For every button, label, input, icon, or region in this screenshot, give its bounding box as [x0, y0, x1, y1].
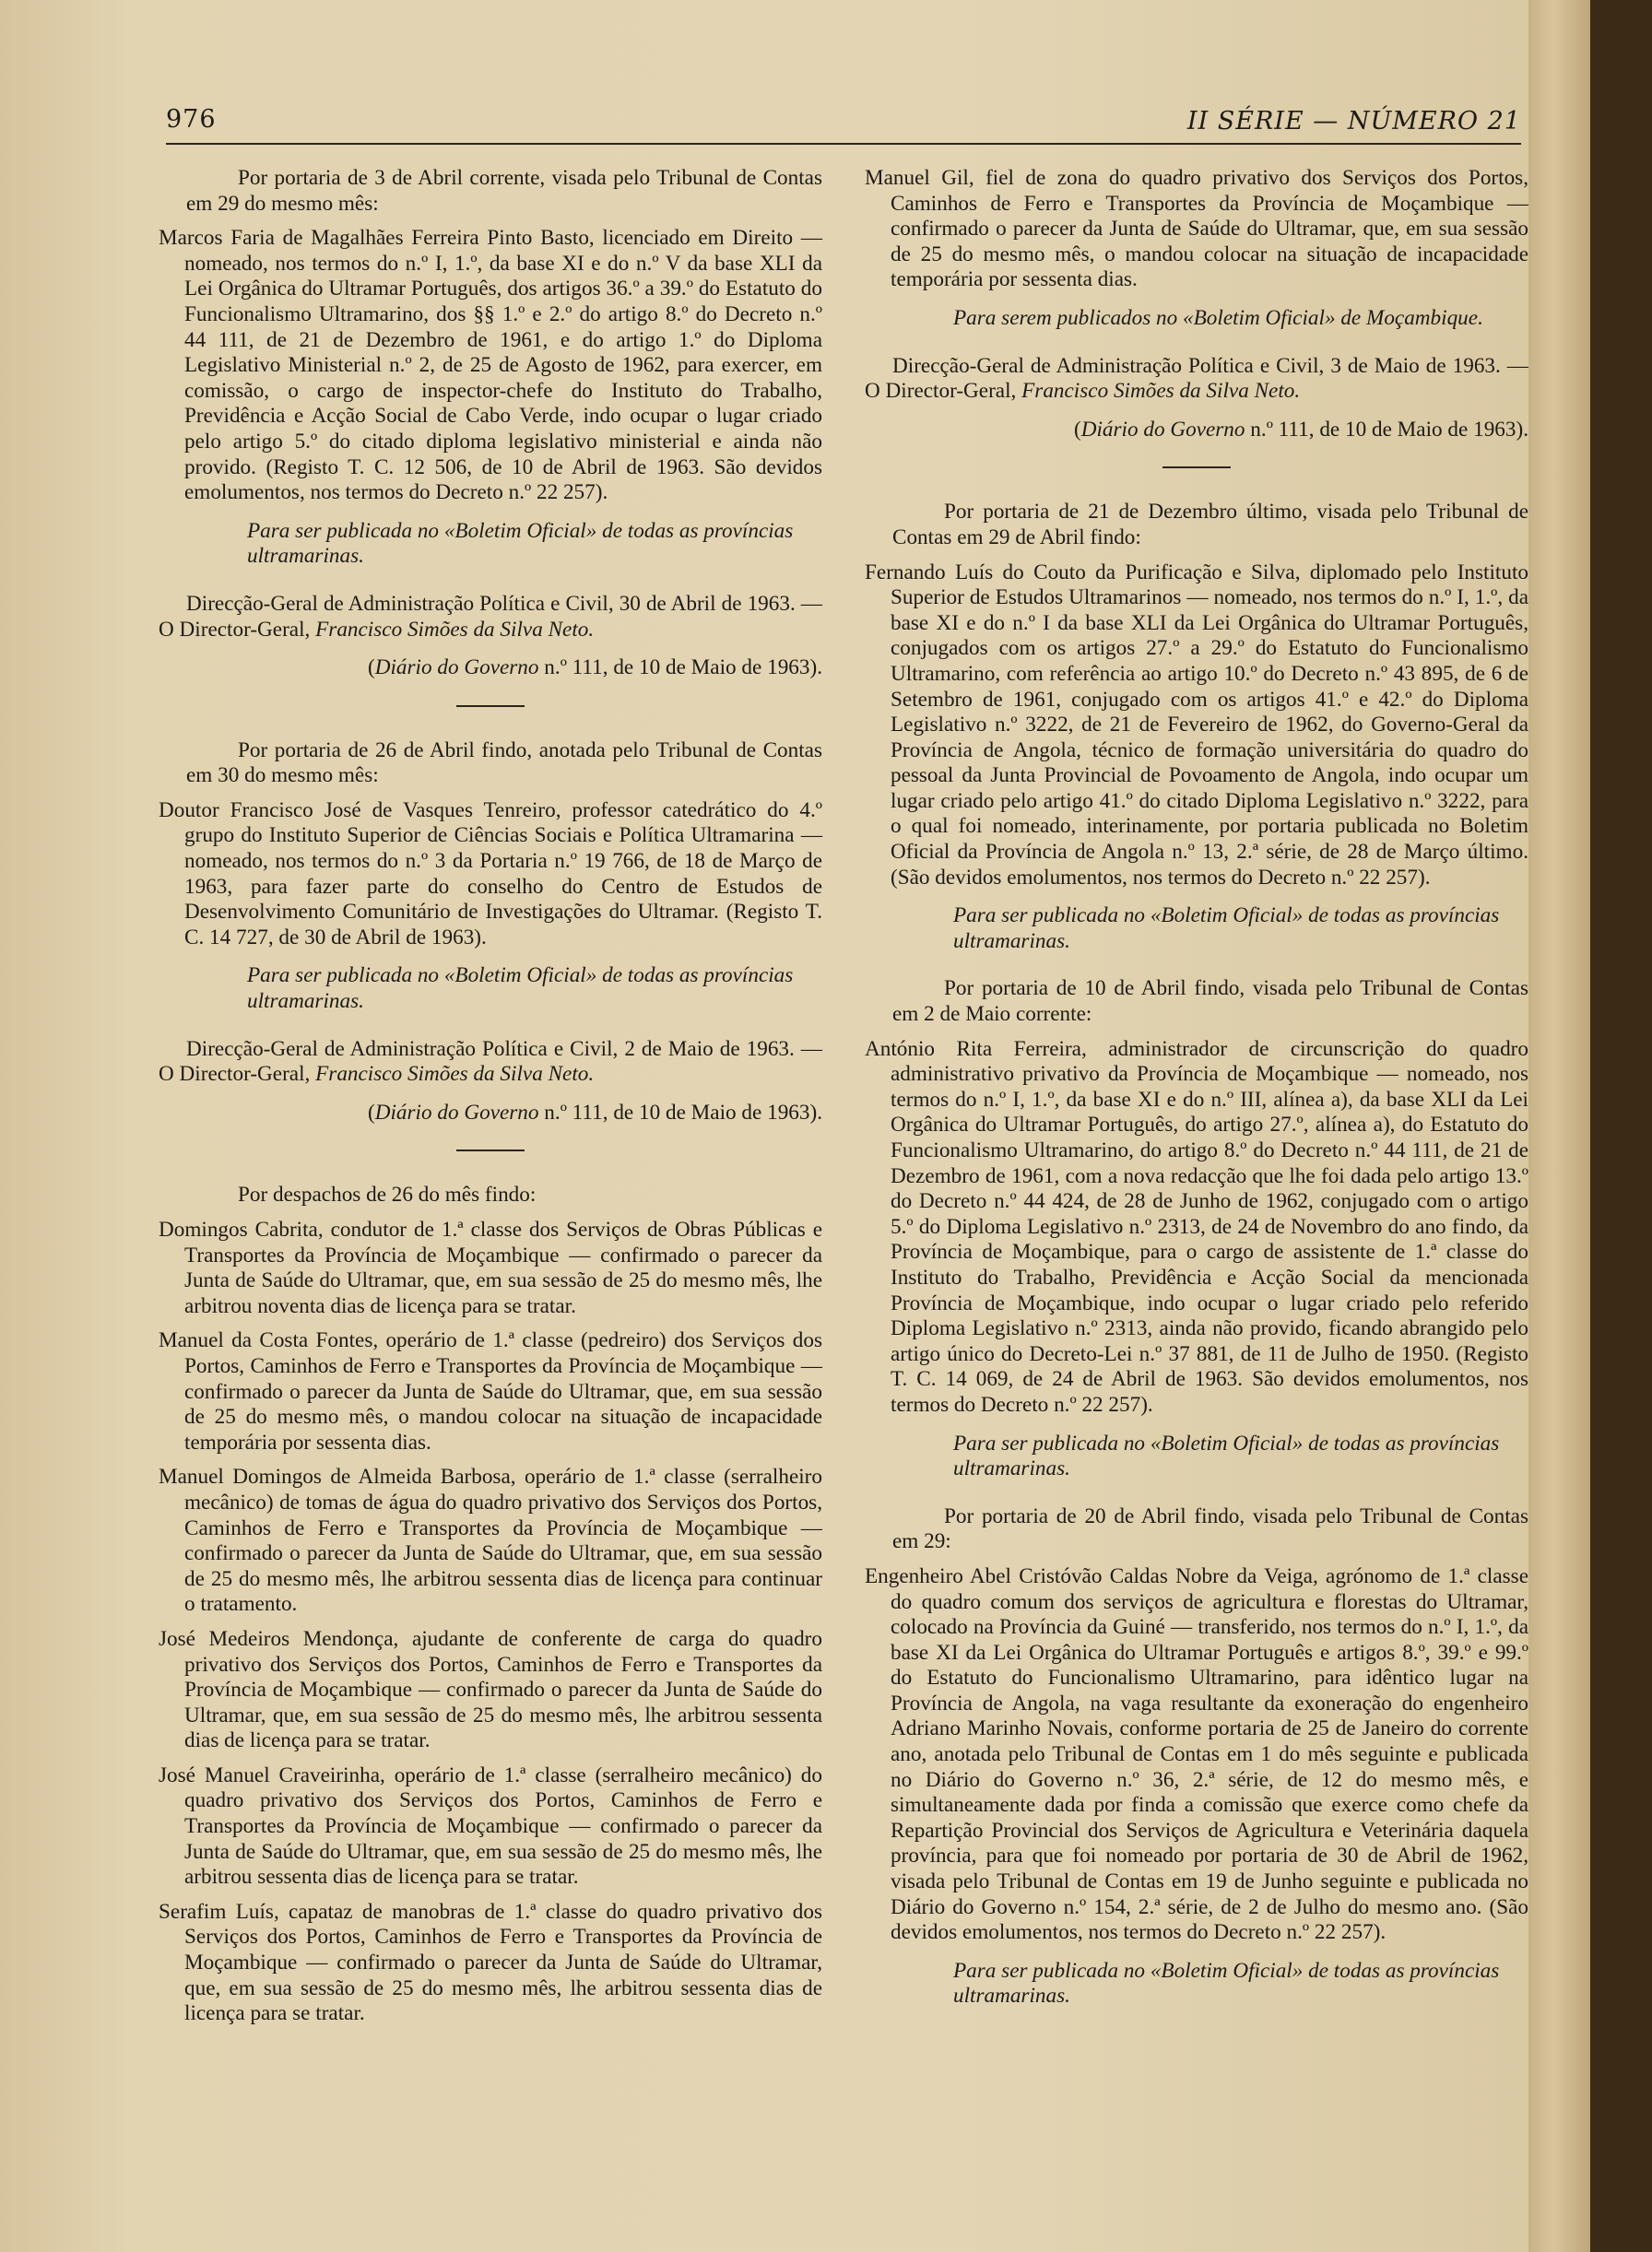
despacho-entry: Manuel da Costa Fontes, operário de 1.ª classe (pedreiro) dos Serviços dos Portos, Caminhos de Ferro e Transportes da Província de Moçambique — confirmado o parecer da Junta de Saúde do Ultramar, que, em sua sessão de 25 do mesmo mês, o mandou colocar na situação de incapacidade temporária por sessenta dias. [159, 1328, 822, 1455]
source-detail: n.º 111, de 10 de Maio de 1963). [1245, 417, 1528, 442]
page-fold-shadow [1528, 0, 1590, 2252]
signoff-text: Direcção-Geral de Administração Política e Civil, 2 de Maio de 1963. — O Director-Geral, [159, 1036, 822, 1087]
director-name: Francisco Simões da Silva Neto. [315, 1062, 595, 1087]
signoff [159, 1037, 822, 1088]
publication-note: Para ser publicada no «Boletim Oficial» de todas as províncias ultramarinas. [953, 1431, 1500, 1481]
director-name: Francisco Simões da Silva Neto. [315, 617, 595, 642]
series-heading: II SÉRIE — NÚMERO 21 [1186, 107, 1521, 136]
source-title: Diário do Governo [1080, 417, 1245, 442]
director-name: Francisco Simões da Silva Neto. [1021, 379, 1301, 404]
signoff-text: Direcção-Geral de Administração Política e Civil, 30 de Abril de 1963. — O Director-Geral, [159, 591, 822, 642]
section-intro: Por portaria de 10 de Abril findo, visada pelo Tribunal de Contas em 2 de Maio corrente: [892, 976, 1528, 1027]
section-divider [1162, 466, 1231, 468]
section-intro: Por portaria de 21 de Dezembro último, visada pelo Tribunal de Contas em 29 de Abril findo: [892, 500, 1528, 549]
publication-note: Para ser publicada no «Boletim Oficial» de todas as províncias ultramarinas. [953, 1958, 1500, 2009]
source-detail: n.º 111, de 10 de Maio de 1963). [538, 1100, 822, 1125]
despacho-entry: Manuel Gil, fiel de zona do quadro privativo dos Serviços dos Portos, Caminhos de Ferro e Transportes da Província de Moçambique — confirmado o parecer da Junta de Saúde do Ultramar, que, em sua sessão de 25 do mesmo mês, o mandou colocar na situação de incapacidade temporária por sessenta dias. [865, 166, 1528, 292]
publication-note: Para serem publicados no «Boletim Oficial» de Moçambique. [953, 305, 1483, 330]
section-divider [456, 1150, 525, 1151]
signoff-text: Direcção-Geral de Administração Política e Civil, 3 de Maio de 1963. — O Director-Geral, [865, 353, 1528, 404]
page-number: 976 [166, 105, 217, 134]
page-header [166, 105, 1521, 142]
publication-note: Para ser publicada no «Boletim Oficial» de todas as províncias ultramarinas. [247, 518, 794, 569]
despacho-entry: Serafim Luís, capataz de manobras de 1.ª classe do quadro privativo dos Serviços dos Portos, Caminhos de Ferro e Transportes da Província de Moçambique — confirmado o parecer da Junta de Saúde do Ultramar, que, em sua sessão de 25 do mesmo mês, lhe arbitrou sessenta dias de licença para se tratar. [159, 1899, 822, 2026]
despacho-entry: Domingos Cabrita, condutor de 1.ª classe dos Serviços de Obras Públicas e Transportes da Província de Moçambique — confirmado o parecer da Junta de Saúde do Ultramar, que, em sua sessão de 25 do mesmo mês, lhe arbitrou noventa dias de licença para se tratar. [159, 1218, 822, 1318]
despacho-entry: Manuel Domingos de Almeida Barbosa, operário de 1.ª classe (serralheiro mecânico) de tomas de água do quadro privativo dos Serviços dos Portos, Caminhos de Ferro e Transportes da Província de Moçambique — confirmado o parecer da Junta de Saúde do Ultramar, que, em sua sessão de 25 do mesmo mês, lhe arbitrou sessenta dias de licença para continuar o tratamento. [159, 1465, 822, 1617]
source-title: Diário do Governo [374, 1100, 539, 1125]
left-column [159, 166, 822, 2036]
appointment-entry: Fernando Luís do Couto da Purificação e Silva, diplomado pelo Instituto Superior de Estudos Ultramarinos — nomeado, nos termos do n.º I, 1.º, da base XI e do n.º I da base XLI da Lei Orgânica do Ultramar Português, conjugados com os artigos 27.º a 29.º do Estatuto do Funcionalismo Ultramarino, com referência ao artigo 10.º do Decreto n.º 43 895, de 6 de Setembro de 1961, conjugado com os artigos 41.º e 42.º do Diploma Legislativo n.º 3222, de 21 de Fevereiro de 1962, do Governo-Geral da Província de Angola, técnico de formação universitária do quadro do pessoal da Junta Provincial de Povoamento de Angola, indo ocupar um lugar criado pelo artigo 41.º do citado Diploma Legislativo n.º 3222, para o qual foi nomeado, interinamente, por portaria publicada no Boletim Oficial da Província de Angola n.º 13, 2.ª série, de 28 de Março último. (São devidos emolumentos, nos termos do Decreto n.º 22 257). [865, 560, 1528, 890]
section-intro: Por portaria de 20 de Abril findo, visada pelo Tribunal de Contas em 29: [892, 1503, 1528, 1554]
section-intro: Por portaria de 3 de Abril corrente, visada pelo Tribunal de Contas em 29 do mesmo mês: [186, 166, 822, 216]
despacho-entry: José Manuel Craveirinha, operário de 1.ª classe (serralheiro mecânico) do quadro privativo dos Serviços dos Portos, Caminhos de Ferro e Transportes da Província de Moçambique — confirmado o parecer da Junta de Saúde do Ultramar, que, em sua sessão de 25 do mesmo mês, lhe arbitrou sessenta dias de licença para se tratar. [159, 1763, 822, 1890]
section-intro: Por portaria de 26 de Abril findo, anotada pelo Tribunal de Contas em 30 do mesmo mês: [186, 737, 822, 788]
publication-note: Para ser publicada no «Boletim Oficial» de todas as províncias ultramarinas. [247, 963, 794, 1014]
publication-note: Para ser publicada no «Boletim Oficial» de todas as províncias ultramarinas. [953, 903, 1500, 953]
header-rule [166, 143, 1521, 145]
section-divider [456, 705, 525, 707]
source-citation: (Diário do Governo n.º 111, de 10 de Maio de 1963). [368, 1100, 822, 1125]
appointment-entry: Doutor Francisco José de Vasques Tenreiro, professor catedrático do 4.º grupo do Instituto Superior de Ciências Sociais e Política Ultramarina — nomeado, nos termos do n.º 3 da Portaria n.º 19 766, de 18 de Março de 1963, para fazer parte do conselho do Centro de Estudos de Desenvolvimento Comunitário de Investigações do Ultramar. (Registo T. C. 14 727, de 30 de Abril de 1963). [159, 797, 822, 949]
signoff [159, 592, 822, 643]
transfer-entry: Engenheiro Abel Cristóvão Caldas Nobre da Veiga, agrónomo de 1.ª classe do quadro comum dos serviços de agricultura e florestas do Ultramar, colocado na Província da Guiné — transferido, nos termos do n.º I, 1.º, da base XI da Lei Orgânica do Ultramar Português e artigos 8.º, 39.º e 99.º do Estatuto do Funcionalismo Ultramarino, para idêntico lugar na Província de Angola, na vaga resultante da exoneração do engenheiro Adriano Marinho Novais, conforme portaria de 25 de Janeiro do corrente ano, anotada pelo Tribunal de Contas em 1 do mês seguinte e publicada no Diário do Governo n.º 36, 2.ª série, de 12 do mesmo mês, e simultaneamente dada por finda a comissão que exerce como chefe da Repartição Provincial dos Serviços de Agricultura e Veterinária daquela província, para que foi nomeado por portaria de 30 de Abril de 1962, visada pelo Tribunal de Contas em 19 de Junho seguinte e publicada no Diário do Governo n.º 154, 2.ª série, de 2 de Julho do mesmo ano. (São devidos emolumentos, nos termos do Decreto n.º 22 257). [865, 1563, 1528, 1945]
despacho-entry: José Medeiros Mendonça, ajudante de conferente de carga do quadro privativo dos Serviços dos Portos, Caminhos de Ferro e Transportes da Província de Moçambique — confirmado o parecer da Junta de Saúde do Ultramar, que, em sua sessão de 25 do mesmo mês, lhe arbitrou sessenta dias de licença para se tratar. [159, 1626, 822, 1753]
signoff [865, 354, 1528, 405]
appointment-entry: António Rita Ferreira, administrador de circunscrição do quadro administrativo privativo da Província de Moçambique — nomeado, nos termos do n.º I, 1.º, da base XI e do n.º III, alínea a), da base XLI da Lei Orgânica do Ultramar Português, do artigo 27.º, alínea a), do Estatuto do Funcionalismo Ultramarino, do artigo 8.º do Decreto n.º 44 111, de 21 de Dezembro de 1961, com a nova redacção que lhe foi dada pelo artigo 13.º do Decreto n.º 44 424, de 28 de Junho de 1962, conjugado com o artigo 5.º do Diploma Legislativo n.º 2313, de 24 de Novembro do ano findo, da Província de Moçambique, para o cargo de assistente de 1.ª classe do Instituto do Trabalho, Previdência e Acção Social da mencionada Província de Moçambique, indo ocupar o lugar criado pelo referido Diploma Legislativo n.º 2313, ainda não provido, ficando abrangido pelo artigo único do Decreto-Lei n.º 37 881, de 11 de Julho de 1950. (Registo T. C. 14 069, de 24 de Abril de 1963. São devidos emolumentos, nos termos do Decreto n.º 22 257). [865, 1036, 1528, 1417]
source-detail: n.º 111, de 10 de Maio de 1963). [538, 655, 822, 680]
source-title: Diário do Governo [374, 655, 539, 680]
right-column [865, 166, 1528, 2032]
section-intro: Por despachos de 26 do mês findo: [238, 1183, 537, 1208]
source-citation: (Diário do Governo n.º 111, de 10 de Maio de 1963). [368, 655, 822, 680]
source-citation: (Diário do Governo n.º 111, de 10 de Maio de 1963). [1074, 417, 1528, 442]
appointment-entry: Marcos Faria de Magalhães Ferreira Pinto Basto, licenciado em Direito — nomeado, nos termos do n.º I, 1.º, da base XI e do n.º V da base XLI da Lei Orgânica do Ultramar Português, dos artigos 36.º a 39.º do Estatuto do Funcionalismo Ultramarino, dos §§ 1.º e 2.º do artigo 8.º do Decreto n.º 44 111, de 21 de Dezembro de 1961, e do artigo 1.º do Diploma Legislativo Ministerial n.º 2, de 25 de Agosto de 1962, para exercer, em comissão, o cargo de inspector-chefe do Instituto do Trabalho, Previdência e Acção Social de Cabo Verde, indo ocupar o lugar criado pelo artigo 5.º do citado diploma legislativo ministerial e ainda não provido. (Registo T. C. 12 506, de 10 de Abril de 1963. São devidos emolumentos, nos termos do Decreto n.º 22 257). [159, 226, 822, 505]
